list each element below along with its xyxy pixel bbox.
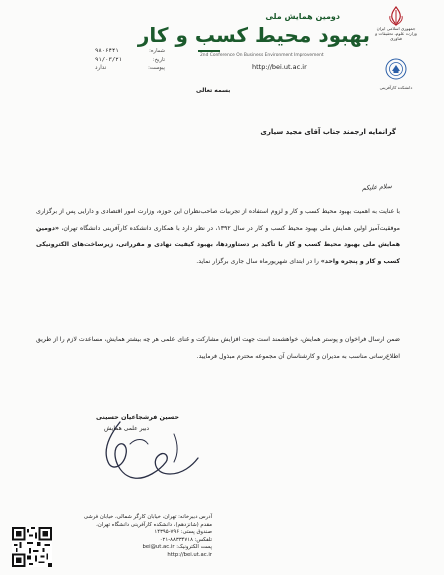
meta-number-value: ۹۸۰۶۴۴۱ [95,48,119,54]
letter-meta [95,47,165,73]
body-p1-part1: با عنایت به اهمیت بهبود محیط کسب و کار و لزوم استفاده از تجربیات صاحب‌نظران این حوزه، وزارت امور اقتصادی و دارایی پس از برگزاری موفقیت‌آمیز اولین همایش ملی بهبود محیط کسب و کار در سال ۱۳۹۲، در نظر دارد با همکاری دانشکده کارآفرینی دانشگاه تهران، [36,208,400,232]
meta-date [95,56,165,65]
university-caption: دانشکده کارآفرینی [379,85,413,90]
meta-number-label: شماره: [149,48,165,54]
meta-date-value: ۹۱/۰۳/۲۱ [95,56,122,63]
body-p1-part2: را در ابتدای شهریورماه سال جاری برگزار نماید. [196,258,321,266]
body-paragraph-2: ضمن ارسال فراخوان و پوستر همایش، خواهشمند است جهت افزایش مشارکت و غنای علمی هر چه بیشتر همایش، مساعدت لازم را از طریق اطلاع‌رسانی مناسب به مدیران و کارشناسان آن مجموعه محترم مبذول فرمایید. [36,336,400,360]
signatory-name: حسین فرشجاعیان حسینی [96,413,179,421]
recipient-line: گرانمایه ارجمند جناب آقای مجید سیاری [260,128,396,136]
bismillah: بسمه تعالی [196,87,231,94]
logo-bar [198,50,220,52]
university-seal-icon [385,58,407,80]
meta-number [95,47,165,56]
footer-phone: تلفکس: ۸۸۳۳۴۷۱۸-۰۲۱ [159,536,212,543]
qr-code-icon [12,527,52,567]
iran-emblem-icon [387,6,405,26]
body-p1-bold: «دومین همایش ملی بهبود محیط کسب و کار با تأکید بر دستاوردها، بهبود کیفیت نهادی و مقرراتی، زیرساخت‌های الکترونیکی کسب و کار و پنجره واحد» [36,224,400,266]
meta-attachment-label: پیوست: [148,65,165,72]
meta-attachment-value: ندارد [95,65,107,72]
greeting: سلام علیکم [361,182,393,193]
logo-title: دومین همایش ملی [265,12,340,21]
meta-date-label: تاریخ: [152,56,165,63]
iran-emblem [372,6,420,58]
meta-attachment [95,64,165,73]
logo-url[interactable]: http://bei.ut.ac.ir [252,63,307,71]
footer-address-block [80,514,212,560]
emblem-caption: جمهوری اسلامی ایران وزارت علوم، تحقیقات و فناوری [375,26,417,41]
logo-main: بهبود محیط کسب و کار [137,23,370,47]
signatory-role: دبیر علمی همایش [104,425,150,432]
footer-web[interactable]: http://bei.ut.ac.ir [167,551,212,558]
logo-subtitle: 2nd Conference On Business Environment Improvement [200,53,324,58]
footer-email-line [80,544,212,552]
footer-address: آدرس دبیرخانه: تهران، خیابان کارگر شمالی، خیابان فرشی مقدم (شانزدهم)، دانشکده کارآفرینی دانشگاه تهران، صندوق پستی: ۷۹۶-۱۴۳۹۵ [83,514,212,536]
university-seal [373,58,419,88]
footer-email-label: پست الکترونیک: [176,544,212,551]
footer-email[interactable]: bei@ut.ac.ir [142,544,175,551]
body-paragraph-1 [36,204,400,271]
